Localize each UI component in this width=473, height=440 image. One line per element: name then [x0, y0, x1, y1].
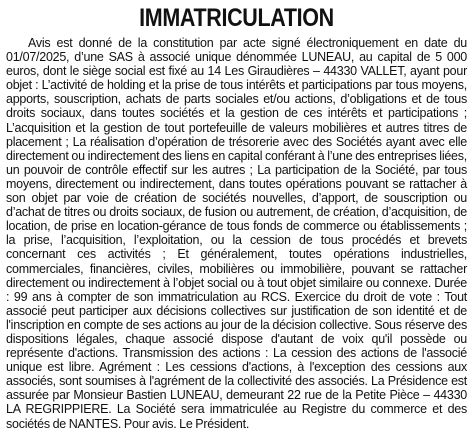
- notice-body: Avis est donné de la constitution par acte signé électroniquement en date du 01/07/2025, d’une SAS à associé unique dénommée LUNEAU, au capital de 5 000 euros, dont le siège social est fixé au 14 Les Giraudières – 44330 VALLET, ayant pour objet : L’activité de holding et la prise de tous intérêts et participations par tous moyens, apports, souscription, achats de parts sociales et/ou actions, d’obligations et de tous droits sociaux, dans toutes sociétés et la gestion de ces intérêts et participations ; L’acquisition et la gestion de tout portefeuille de valeurs mobilières et autres titres de placement ; La réalisation d’opération de trésorerie avec des Sociétés ayant avec elle directement ou indirectement des liens en capital conférant à l’une des entreprises liées, un pouvoir de contrôle effectif sur les autres ; La participation de la Société, par tous moyens, directement ou indirectement, dans toutes opérations pouvant se rattacher à son objet par voie de création de sociétés nouvelles, d’apport, de souscription ou d’achat de titres ou droits sociaux, de fusion ou autrement, de création, d’acquisition, de location, de prise en location-gérance de tous fonds de commerce ou établissements ; la prise, l’acquisition, l’exploitation, ou la cession de tous procédés et brevets concernant ces activités ; Et généralement, toutes opérations industrielles, commerciales, financières, civiles, mobilières ou immobilière, pouvant se rattacher directement ou indirectement à l’objet social ou à tout objet similaire ou connexe. Durée : 99 ans à compter de son immatriculation au RCS. Exercice du droit de vote : Tout associé peut participer aux décisions collectives sur justification de son identité et de l'inscription en compte de ses actions au jour de la décision collective. Sous réserve des dispositions légales, chaque associé dispose d'autant de voix qu'il possède ou représente d'actions. Transmission des actions : La cession des actions de l'associé unique est libre. Agrément : Les cessions d'actions, à l'exception des cessions aux associés, sont soumises à l'agrément de la collectivité des associés. La Présidence est assurée par Monsieur Bastien LUNEAU, demeurant 22 rue de la Petite Pièce – 44330 LA REGRIPPIERE. La Société sera immatriculée au Registre du commerce et des sociétés de NANTES. Pour avis. Le Président.: [6, 36, 467, 431]
- notice-title: IMMATRICULATION: [139, 4, 334, 32]
